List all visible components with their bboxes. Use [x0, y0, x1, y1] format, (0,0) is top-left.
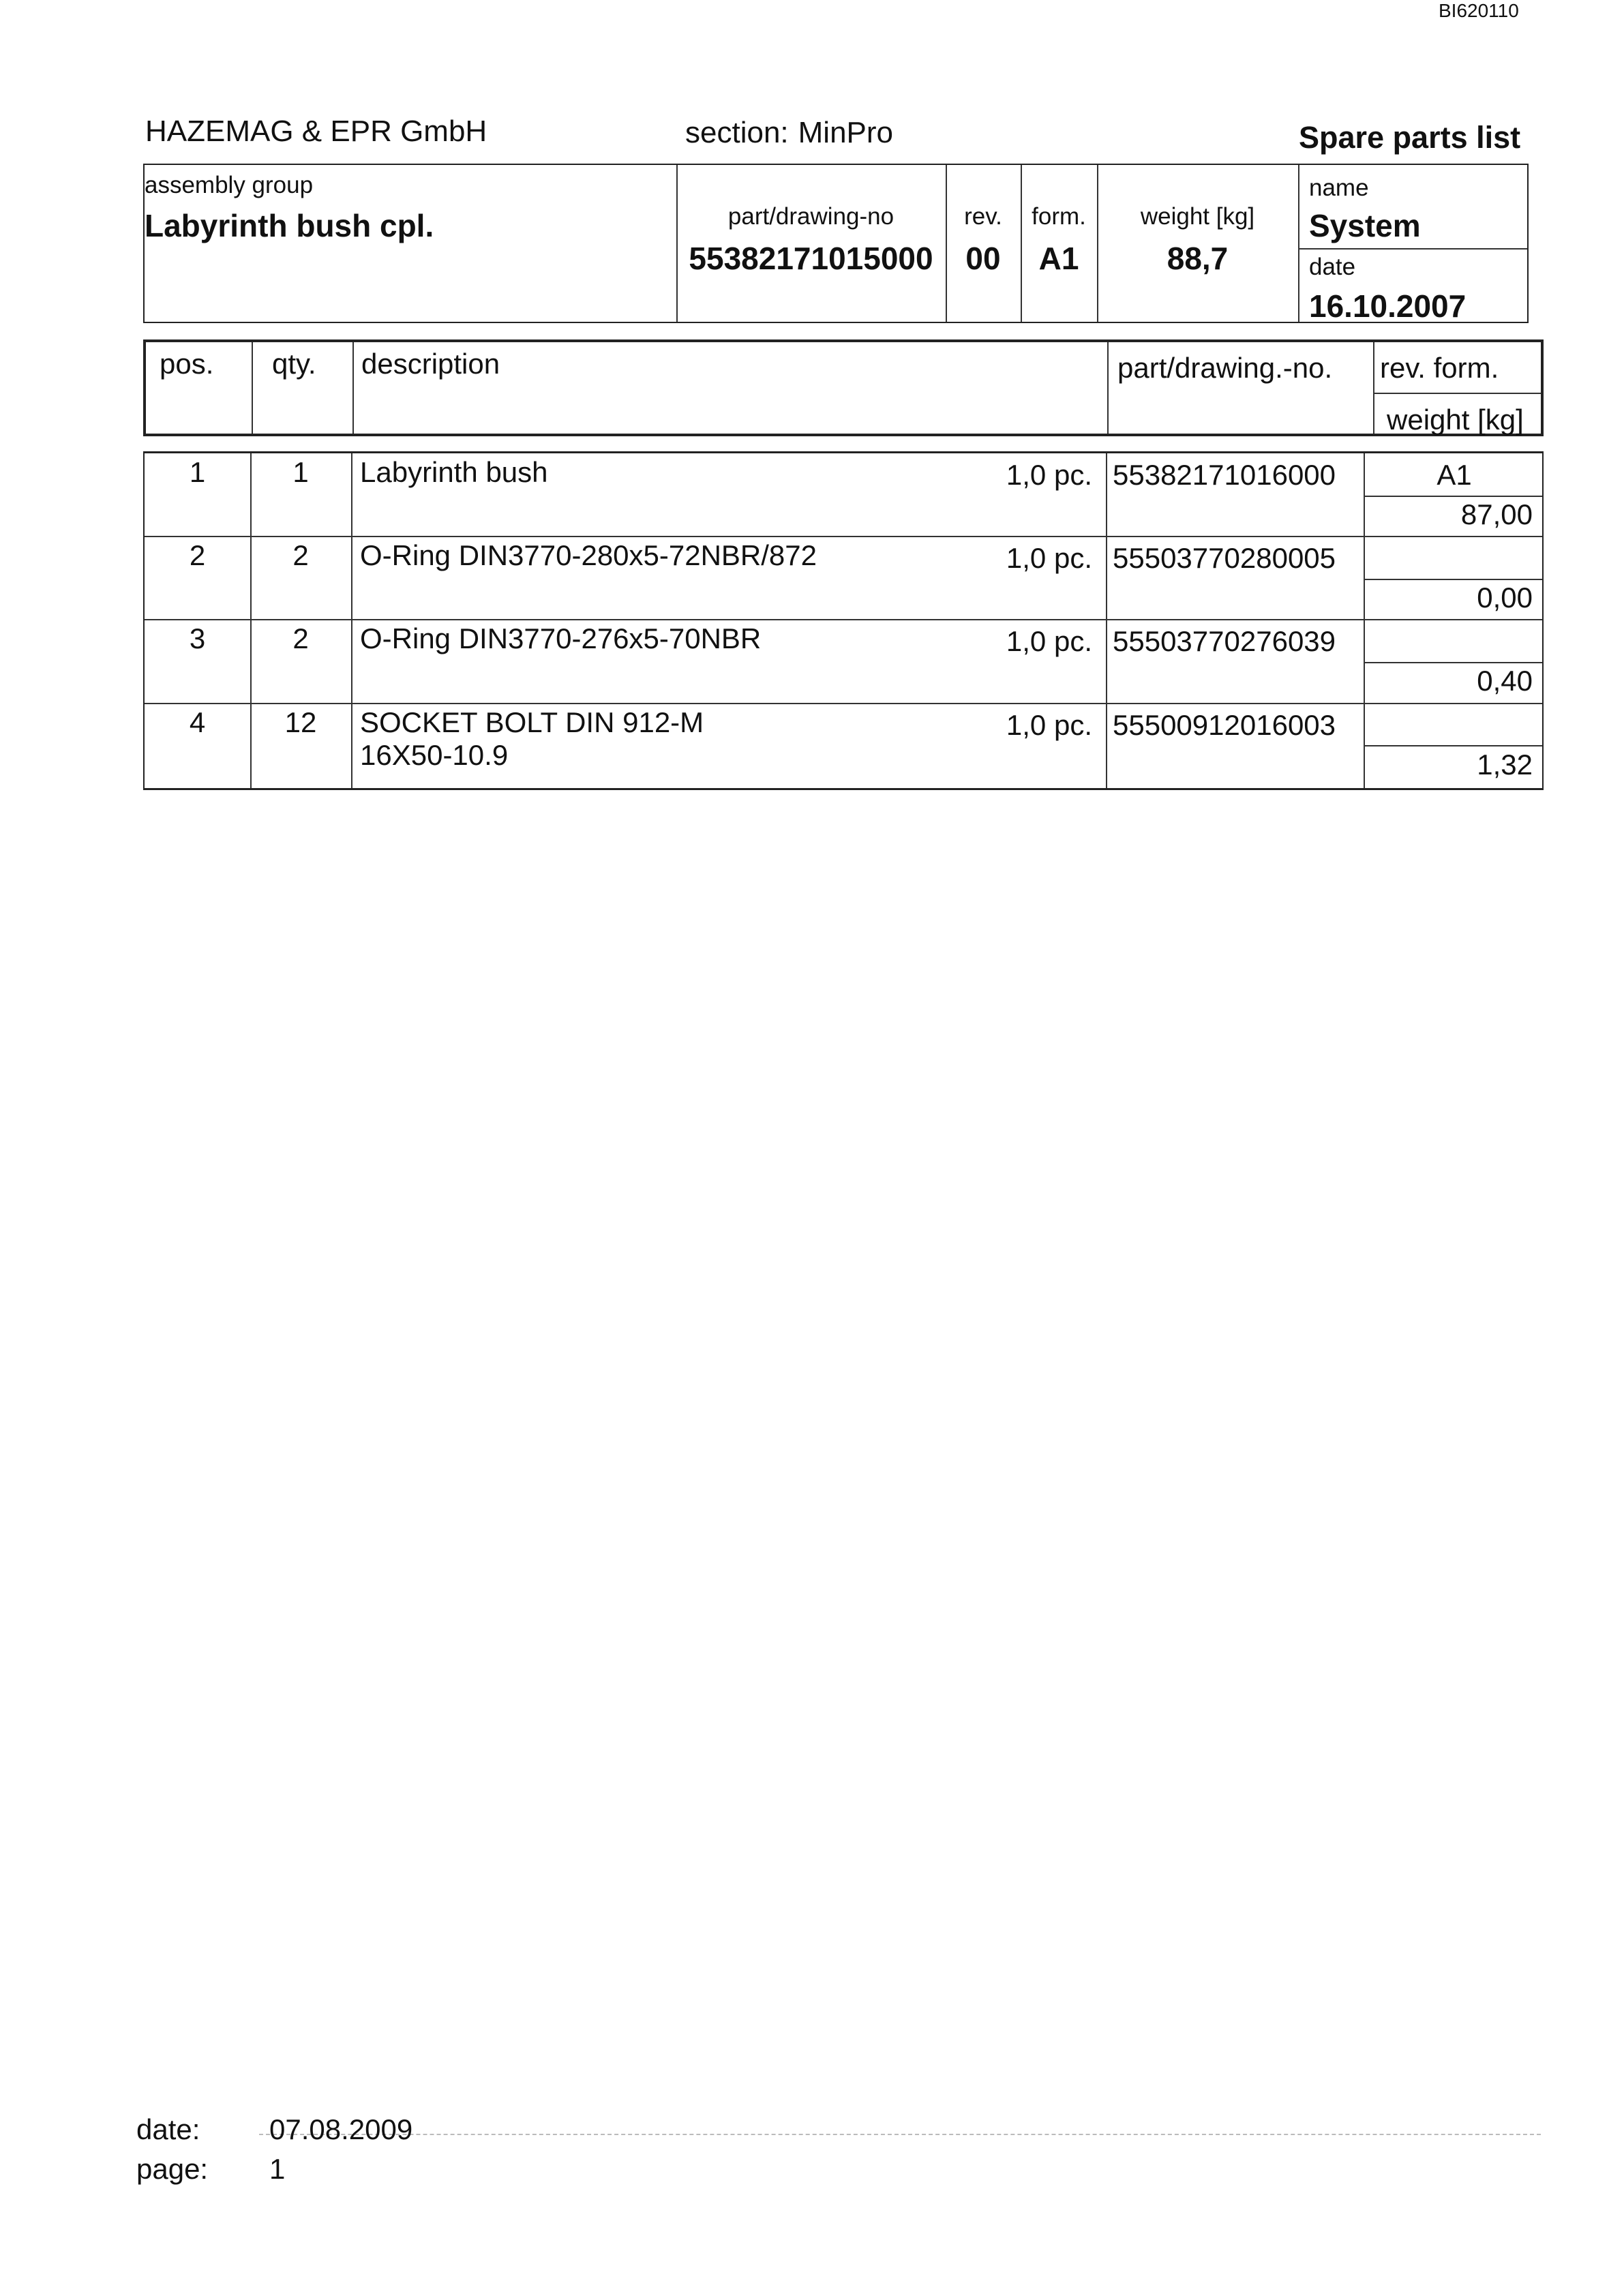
assembly-group-value: Labyrinth bush cpl.: [145, 208, 434, 243]
divider: [1298, 165, 1299, 322]
row-1-unit: 1,0 pc.: [1006, 459, 1092, 491]
row-divider: [1364, 496, 1542, 497]
column-pos: pos.: [160, 348, 214, 380]
row-4-part: 55500912016003: [1113, 709, 1336, 741]
section-value: MinPro: [798, 116, 894, 149]
row-2-unit: 1,0 pc.: [1006, 542, 1092, 574]
footer-date-value: 07.08.2009: [269, 2113, 413, 2145]
rev-label: rev.: [964, 203, 1002, 230]
row-4-pos: 4: [189, 706, 206, 738]
column-rev-form: rev. form.: [1380, 352, 1499, 384]
row-3-weight: 0,40: [1477, 665, 1533, 697]
divider: [1107, 342, 1109, 434]
row-3-pos: 3: [189, 622, 206, 654]
form-label: form.: [1032, 203, 1086, 230]
weight-label: weight [kg]: [1140, 203, 1255, 230]
row-2-part: 55503770280005: [1113, 542, 1336, 574]
divider: [252, 342, 253, 434]
date-label: date: [1309, 254, 1356, 280]
row-divider: [145, 703, 1542, 704]
section-field: [685, 116, 893, 150]
part-drawing-label: part/drawing-no: [727, 203, 894, 230]
footer-divider: [259, 2134, 1541, 2135]
divider: [352, 342, 354, 434]
column-qty: qty.: [272, 348, 316, 380]
row-4-description: SOCKET BOLT DIN 912-M: [360, 706, 704, 738]
column-weight: weight [kg]: [1387, 404, 1524, 436]
divider: [351, 453, 352, 788]
footer-page-value: 1: [269, 2153, 286, 2185]
footer-page-label: page:: [136, 2153, 209, 2185]
row-divider: [145, 536, 1542, 537]
divider: [1106, 453, 1107, 788]
row-1-form: A1: [1437, 459, 1472, 491]
row-divider: [1364, 579, 1542, 580]
row-divider: [1364, 662, 1542, 663]
row-divider: [1364, 745, 1542, 746]
row-4-qty: 12: [284, 706, 317, 738]
document-id: BI620110: [1439, 0, 1519, 21]
row-divider: [145, 619, 1542, 620]
column-description: description: [361, 348, 500, 380]
row-2-qty: 2: [292, 539, 309, 571]
part-drawing-value: 55382171015000: [689, 241, 933, 276]
assembly-group-label: assembly group: [145, 172, 314, 198]
row-3-description: O-Ring DIN3770-276x5-70NBR: [360, 622, 762, 654]
section-label: section:: [685, 116, 789, 149]
items-table: [143, 451, 1544, 790]
footer-date-label: date:: [136, 2113, 200, 2145]
row-2-pos: 2: [189, 539, 206, 571]
name-label: name: [1309, 175, 1369, 201]
divider: [1373, 342, 1374, 434]
row-3-part: 55503770276039: [1113, 625, 1336, 657]
company-name: HAZEMAG & EPR GmbH: [145, 115, 487, 148]
row-1-pos: 1: [189, 456, 206, 488]
row-3-qty: 2: [292, 622, 309, 654]
form-value: A1: [1038, 241, 1079, 276]
row-1-part: 55382171016000: [1113, 459, 1336, 491]
row-2-description: O-Ring DIN3770-280x5-72NBR/872: [360, 539, 817, 571]
date-value: 16.10.2007: [1309, 288, 1467, 324]
row-4-weight: 1,32: [1477, 749, 1533, 781]
row-2-weight: 0,00: [1477, 581, 1533, 614]
divider: [1298, 248, 1527, 250]
name-value: System: [1309, 208, 1421, 243]
assembly-header-box: [143, 164, 1529, 323]
row-4-description-cont: 16X50-10.9: [360, 739, 509, 771]
page-title: Spare parts list: [1299, 120, 1521, 155]
row-1-qty: 1: [292, 456, 309, 488]
row-4-unit: 1,0 pc.: [1006, 709, 1092, 741]
column-part-drawing: part/drawing.-no.: [1117, 352, 1333, 384]
row-3-unit: 1,0 pc.: [1006, 625, 1092, 657]
divider: [1373, 393, 1541, 394]
row-1-weight: 87,00: [1460, 498, 1533, 530]
row-1-description: Labyrinth bush: [360, 456, 548, 488]
weight-value: 88,7: [1167, 241, 1229, 276]
rev-value: 00: [965, 241, 1001, 276]
column-header-box: [143, 339, 1544, 436]
